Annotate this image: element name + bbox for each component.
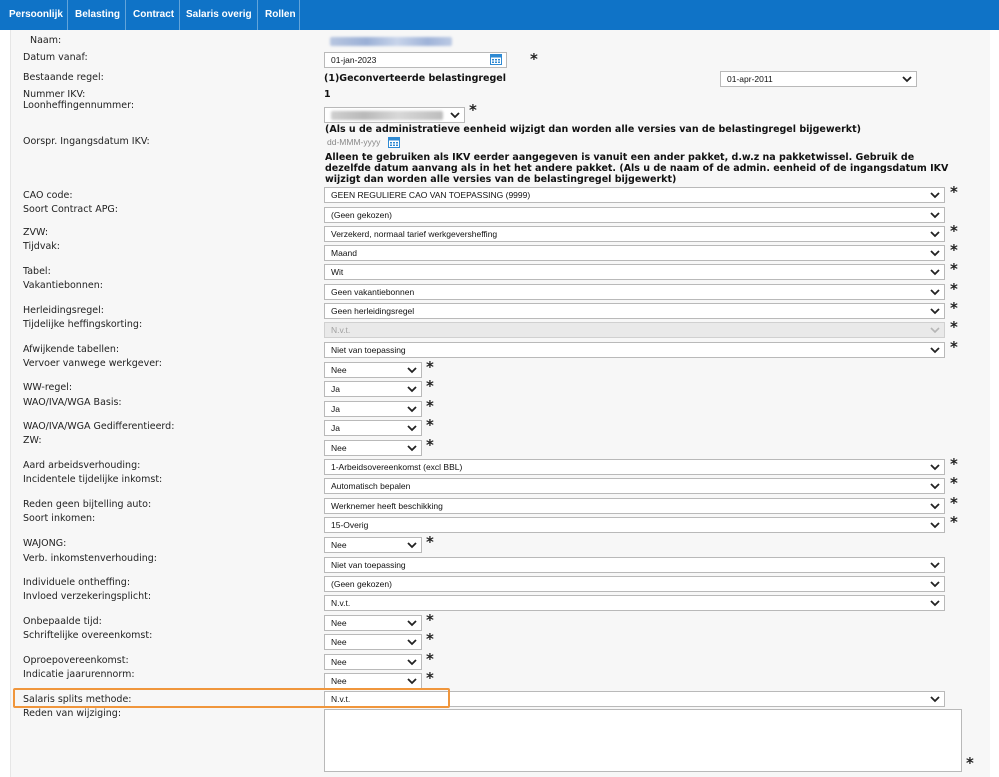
label-indicatie-jaarurennorm: Indicatie jaarurennorm: (23, 669, 135, 680)
label-naam: Naam: (30, 35, 62, 46)
vervoer-vanwege-werkgever-value: Nee (331, 365, 347, 375)
chevron-down-icon (407, 637, 417, 647)
chevron-down-icon (450, 110, 460, 120)
tab-separator (257, 0, 258, 30)
tab-persoonlijk[interactable]: Persoonlijk (9, 9, 63, 20)
bestaande-regel-date: 01-apr-2011 (727, 74, 773, 84)
tabel-value: Wit (331, 267, 344, 277)
chevron-down-icon (930, 501, 940, 511)
required-marker: * (426, 377, 434, 395)
loonheffingennummer-redacted (331, 111, 443, 120)
reden-geen-bijtelling-select[interactable] (324, 498, 945, 514)
required-marker: * (950, 241, 958, 259)
label-individuele-ontheffing: Individuele ontheffing: (23, 577, 131, 588)
verb-inkomstenverhouding-select[interactable] (324, 557, 945, 573)
tab-separator (179, 0, 180, 30)
chevron-down-icon (407, 676, 417, 686)
salaris-splits-methode-value: N.v.t. (331, 694, 351, 704)
chevron-down-icon (930, 579, 940, 589)
required-marker: * (950, 474, 958, 492)
required-marker: * (426, 630, 434, 648)
required-marker: * (950, 183, 958, 201)
verb-inkomstenverhouding-value: Niet van toepassing (331, 560, 406, 570)
label-oproepovereenkomst: Oproepovereenkomst: (23, 655, 129, 666)
required-marker: * (950, 318, 958, 336)
label-nummer-ikv: Nummer IKV: (23, 89, 86, 100)
bestaande-regel-select[interactable] (720, 71, 917, 87)
required-marker: * (966, 754, 974, 772)
ingangsdatum-note: Alleen te gebruiken als IKV eerder aangegeven is vanuit een ander pakket, d.w.z na pakketwissel. Gebruik de dezelfde datum aanvang als in het het andere pakket. (Als u de naam of de admin. eenheid of de ingangsdatum IKV wijzigt dan worden alle versies van de belastingregel bijgewerkt) (325, 152, 949, 185)
indicatie-jaarurennorm-value: Nee (331, 676, 347, 686)
required-marker: * (950, 280, 958, 298)
tijdelijke-heffingskorting-select (324, 322, 945, 338)
label-verb-inkomstenverhouding: Verb. inkomstenverhouding: (23, 553, 157, 564)
required-marker: * (426, 533, 434, 551)
label-zvw: ZVW: (23, 227, 49, 238)
required-marker: * (950, 222, 958, 240)
chevron-down-icon (930, 210, 940, 220)
chevron-down-icon (930, 345, 940, 355)
soort-contract-apg-value: (Geen gekozen) (331, 210, 392, 220)
onbepaalde-tijd-value: Nee (331, 618, 347, 628)
herleidingsregel-select[interactable] (324, 303, 945, 319)
chevron-down-icon (930, 481, 940, 491)
label-incidentele-inkomst: Incidentele tijdelijke inkomst: (23, 474, 163, 485)
chevron-down-icon (930, 325, 940, 335)
aard-arbeidsverhouding-select[interactable] (324, 459, 945, 475)
wajong-value: Nee (331, 540, 347, 550)
soort-inkomen-value: 15-Overig (331, 520, 369, 530)
label-afwijkende-tabellen: Afwijkende tabellen: (23, 344, 120, 355)
wao-basis-select[interactable] (324, 401, 422, 417)
ww-regel-select[interactable] (324, 381, 422, 397)
label-soort-inkomen: Soort inkomen: (23, 513, 96, 524)
calendar-icon[interactable] (388, 136, 400, 148)
label-tijdvak: Tijdvak: (23, 241, 60, 252)
chevron-down-icon (407, 404, 417, 414)
form-panel (10, 30, 990, 777)
incidentele-inkomst-value: Automatisch bepalen (331, 481, 411, 491)
vervoer-vanwege-werkgever-select[interactable] (324, 362, 422, 378)
wao-basis-value: Ja (331, 404, 340, 414)
highlight-box (13, 688, 450, 708)
label-tijdelijke-heffingskorting: Tijdelijke heffingskorting: (23, 319, 143, 330)
required-marker: * (426, 650, 434, 668)
required-marker: * (950, 338, 958, 356)
tab-contract[interactable]: Contract (133, 9, 175, 20)
vakantiebonnen-value: Geen vakantiebonnen (331, 287, 415, 297)
bestaande-regel-value: (1)Geconverteerde belastingregel (324, 73, 506, 84)
label-oorspr-ingangsdatum: Oorspr. Ingangsdatum IKV: (23, 136, 150, 147)
label-vakantiebonnen: Vakantiebonnen: (23, 280, 103, 291)
required-marker: * (426, 611, 434, 629)
required-marker: * (530, 50, 538, 68)
required-marker: * (426, 669, 434, 687)
label-loonheffingennummer: Loonheffingennummer: (23, 100, 135, 111)
required-marker: * (950, 455, 958, 473)
tijdvak-value: Maand (331, 248, 357, 258)
zvw-value: Verzekerd, normaal tarief werkgeversheffing (331, 229, 498, 239)
chevron-down-icon (407, 443, 417, 453)
chevron-down-icon (930, 287, 940, 297)
chevron-down-icon (930, 229, 940, 239)
invloed-verzekeringsplicht-select[interactable] (324, 595, 945, 611)
required-marker: * (426, 416, 434, 434)
onbepaalde-tijd-select[interactable] (324, 615, 422, 631)
tab-bar (0, 0, 999, 30)
tab-separator (125, 0, 126, 30)
schriftelijke-overeenkomst-value: Nee (331, 637, 347, 647)
required-marker: * (426, 397, 434, 415)
label-wao-gedifferentieerd: WAO/IVA/WGA Gedifferentieerd: (23, 421, 175, 432)
required-marker: * (950, 494, 958, 512)
chevron-down-icon (407, 423, 417, 433)
tab-salaris-overig[interactable]: Salaris overig (186, 9, 252, 20)
required-marker: * (426, 358, 434, 376)
required-marker: * (469, 101, 477, 119)
indicatie-jaarurennorm-select[interactable] (324, 673, 422, 689)
label-cao-code: CAO code: (23, 190, 73, 201)
label-reden-geen-bijtelling: Reden geen bijtelling auto: (23, 499, 152, 510)
label-herleidingsregel: Herleidingsregel: (23, 305, 104, 316)
wao-gedifferentieerd-select[interactable] (324, 420, 422, 436)
chevron-down-icon (930, 190, 940, 200)
required-marker: * (950, 299, 958, 317)
chevron-down-icon (407, 657, 417, 667)
cao-code-value: GEEN REGULIERE CAO VAN TOEPASSING (9999) (331, 190, 531, 200)
herleidingsregel-value: Geen herleidingsregel (331, 306, 415, 316)
ww-regel-value: Ja (331, 384, 340, 394)
chevron-down-icon (930, 306, 940, 316)
label-bestaande-regel: Bestaande regel: (23, 72, 104, 83)
soort-inkomen-select[interactable] (324, 517, 945, 533)
chevron-down-icon (407, 618, 417, 628)
tab-separator (299, 0, 300, 30)
afwijkende-tabellen-select[interactable] (324, 342, 945, 358)
oproepovereenkomst-value: Nee (331, 657, 347, 667)
vakantiebonnen-select[interactable] (324, 284, 945, 300)
label-reden-van-wijziging: Reden van wijziging: (23, 708, 122, 719)
datum-vanaf-value: 01-jan-2023 (331, 55, 377, 65)
tab-belasting[interactable]: Belasting (75, 9, 121, 20)
chevron-down-icon (930, 694, 940, 704)
label-ww-regel: WW-regel: (23, 382, 73, 393)
individuele-ontheffing-value: (Geen gekozen) (331, 579, 392, 589)
label-zw: ZW: (23, 435, 42, 446)
wajong-select[interactable] (324, 537, 422, 553)
tijdvak-select[interactable] (324, 245, 945, 261)
calendar-icon[interactable] (490, 53, 502, 65)
invloed-verzekeringsplicht-value: N.v.t. (331, 598, 351, 608)
tabel-select[interactable] (324, 264, 945, 280)
label-schriftelijke-overeenkomst: Schriftelijke overeenkomst: (23, 630, 153, 641)
chevron-down-icon (930, 520, 940, 530)
chevron-down-icon (930, 267, 940, 277)
chevron-down-icon (930, 560, 940, 570)
label-onbepaalde-tijd: Onbepaalde tijd: (23, 616, 102, 627)
label-tabel: Tabel: (23, 266, 51, 277)
cao-code-select[interactable] (324, 187, 945, 203)
required-marker: * (426, 436, 434, 454)
label-vervoer-vanwege-werkgever: Vervoer vanwege werkgever: (23, 358, 162, 369)
employee-name-redacted (330, 37, 452, 46)
tab-separator (67, 0, 68, 30)
loonheffingennummer-select[interactable] (324, 107, 465, 123)
zvw-select[interactable] (324, 226, 945, 242)
label-soort-contract-apg: Soort Contract APG: (23, 204, 118, 215)
individuele-ontheffing-select[interactable] (324, 576, 945, 592)
chevron-down-icon (930, 248, 940, 258)
ingangsdatum-input[interactable]: dd-MMM-yyyy (327, 137, 381, 147)
tijdelijke-heffingskorting-value: N.v.t. (331, 325, 351, 335)
zw-value: Nee (331, 443, 347, 453)
nummer-ikv-value: 1 (324, 89, 331, 100)
chevron-down-icon (407, 540, 417, 550)
incidentele-inkomst-select[interactable] (324, 478, 945, 494)
datum-vanaf-input[interactable] (324, 52, 507, 68)
required-marker: * (950, 260, 958, 278)
chevron-down-icon (930, 462, 940, 472)
label-wajong: WAJONG: (23, 538, 67, 549)
label-aard-arbeidsverhouding: Aard arbeidsverhouding: (23, 460, 141, 471)
tab-rollen[interactable]: Rollen (265, 9, 296, 20)
afwijkende-tabellen-value: Niet van toepassing (331, 345, 406, 355)
required-marker: * (950, 513, 958, 531)
loonheffingennummer-note: (Als u de administratieve eenheid wijzigt dan worden alle versies van de belastingregel bijgewerkt) (325, 124, 861, 135)
label-invloed-verzekeringsplicht: Invloed verzekeringsplicht: (23, 591, 152, 602)
chevron-down-icon (407, 365, 417, 375)
chevron-down-icon (930, 598, 940, 608)
oproepovereenkomst-select[interactable] (324, 654, 422, 670)
reden-van-wijziging-textarea[interactable] (324, 709, 962, 772)
chevron-down-icon (902, 74, 912, 84)
schriftelijke-overeenkomst-select[interactable] (324, 634, 422, 650)
wao-gedifferentieerd-value: Ja (331, 423, 340, 433)
chevron-down-icon (407, 384, 417, 394)
aard-arbeidsverhouding-value: 1-Arbeidsovereenkomst (excl BBL) (331, 462, 463, 472)
label-salaris-splits-methode: Salaris splits methode: (23, 694, 132, 705)
soort-contract-apg-select[interactable] (324, 207, 945, 223)
zw-select[interactable] (324, 440, 422, 456)
label-wao-basis: WAO/IVA/WGA Basis: (23, 397, 122, 408)
reden-geen-bijtelling-value: Werknemer heeft beschikking (331, 501, 443, 511)
label-datum-vanaf: Datum vanaf: (23, 52, 88, 63)
